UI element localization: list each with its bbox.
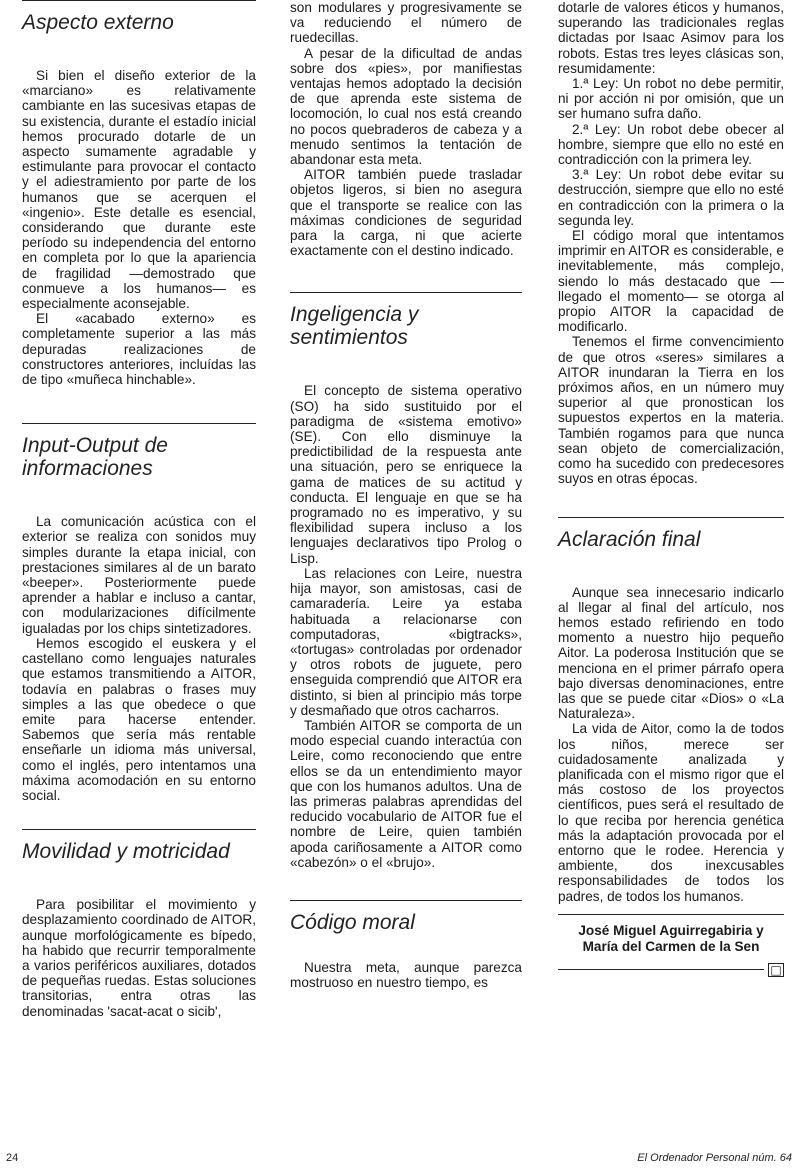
paragraph: AITOR también puede trasladar objetos ligeros, si bien no asegura que el transporte se realice con las máximas condiciones de seguridad para la carga, ni que acierte exactamente con el destino indicado. xyxy=(290,167,522,259)
paragraph: Nuestra meta, aunque parezca mostruoso en nuestro tiempo, es xyxy=(290,959,522,991)
end-of-article xyxy=(558,963,784,977)
author-line-2: María del Carmen de la Sen xyxy=(582,938,760,954)
section-title: Código moral xyxy=(290,910,415,934)
section-codigo-moral xyxy=(290,900,522,990)
paragraph: son modulares y progresivamente se va reduciendo el número de ruedecillas. xyxy=(290,0,522,46)
section-title: Ingeligencia y sentimientos xyxy=(290,303,419,350)
paragraph: También AITOR se comporta de un modo especial cuando interactúa con Leire, como reconociendo que entre ellos se da un entendimiento mayor que con los humanos adultos. Una de las primeras palabras aprendidas del reducido vocabulario de AITOR fue el nombre de Leire, quien también apoda cariñosamente a AITOR como «cabezón» o el «brujo». xyxy=(290,717,522,870)
section-rule xyxy=(290,292,522,293)
section-aclaracion-final xyxy=(558,517,784,904)
paragraph: Para posibilitar el movimiento y desplazamiento coordinado de AITOR, aunque morfológicamente es bípedo, ha habido que recurrir temporalmente a varios periféricos auxiliares, dotados de pequeñas ruedas. Estas soluciones transitorias, entra otras las denominadas 'sacat-acat o sicib', xyxy=(22,897,256,1019)
paragraph: 2.ª Ley: Un robot debe obecer al hombre, siempre que ello no esté en contradicción con la primera ley. xyxy=(558,121,784,168)
section-title: Aclaración final xyxy=(558,527,701,551)
column-1 xyxy=(22,0,256,1019)
section-rule xyxy=(22,829,256,830)
paragraph: La vida de Aitor, como la de todos los niños, merece ser cuidadosamente analizada y planificada con el mismo rigor que el más costoso de los proyectos científicos, pues será el resultado de lo que reciba por herencia genética más la adaptación provocada por el entorno que le rodee. Herencia y ambiente, dos inexcusables responsabilidades de todos los padres, de todos los humanos. xyxy=(558,721,784,904)
paragraph: Tenemos el firme convencimiento de que otros «seres» similares a AITOR inundaran la Tierra en los próximos años, en un número muy superior al que pronostican los supuestos expertos en la materia. También rogamos para que nunca sean objeto de comercialización, como ha sucedido con predecesores suyos en otras épocas. xyxy=(558,334,784,487)
end-rule xyxy=(558,969,764,970)
section-rule xyxy=(22,423,256,424)
paragraph: 3.ª Ley: Un robot debe evitar su destrucción, siempre que ello no esté en contradicción con la primera o la segunda ley. xyxy=(558,167,784,228)
section-input-output xyxy=(22,423,256,803)
section-movilidad xyxy=(22,829,256,1019)
section-rule xyxy=(22,0,256,1)
section-title: Movilidad y motricidad xyxy=(22,840,230,864)
column-3 xyxy=(558,0,784,977)
paragraph: A pesar de la dificultad de andas sobre dos «pies», por manifiestas ventajas hemos adoptado la decisión de que aprenda este sistema de locomoción, lo cual nos está creando no pocos quebraderos de cabeza y a menudo sentimos la tentación de abandonar esta meta. xyxy=(290,45,522,168)
author-byline xyxy=(558,923,784,955)
paragraph: El «acabado externo» es completamente superior a las más depuradas realizaciones de constructores anteriores, incluídas las de tipo «muñeca hinchable». xyxy=(22,311,256,388)
paragraph: La comunicación acústica con el exterior se realiza con sonidos muy simples durante la etapa inicial, con prestaciones similares al de un barato «beeper». Posteriormente puede aprender a hablar e incluso a cantar, con modularizaciones difícilmente igualadas por los chips sintetizadores. xyxy=(22,514,256,636)
section-rule xyxy=(290,900,522,901)
section-ingeligencia xyxy=(290,292,522,870)
publication-footer: El Ordenador Personal núm. 64 xyxy=(637,1152,792,1164)
paragraph: Hemos escogido el euskera y el castellano como lenguajes naturales que estamos transmitiendo a AITOR, todavía en palabras o frases muy simples a las que obedece o que emite para hacerse entender. Sabemos que sería más rentable enseñarle un idioma más universal, como el inglés, pero intentamos una máxima acomodación en su entorno social. xyxy=(22,635,256,803)
paragraph: El concepto de sistema operativo (SO) ha sido sustituido por el paradigma de «sistema emotivo» (SE). Con ello disminuye la predictibilidad de la respuesta ante una situación, pero se enriquece la gama de matices de su actitud y conducta. El lenguaje en que se ha programado no es imperativo, y su flexibilidad supera incluso a los lenguajes declarativos tipo Prolog o Lisp. xyxy=(290,383,522,566)
signature-rule xyxy=(558,914,784,915)
section-title: Input-Output de informaciones xyxy=(22,434,168,481)
author-line-1: José Miguel Aguirregabiria y xyxy=(578,922,764,938)
paragraph: dotarle de valores éticos y humanos, superando las tradicionales reglas dictadas por Isaac Asimov para los robots. Estas tres leyes clásicas son, resumidamente: xyxy=(558,0,784,76)
page-number: 24 xyxy=(6,1152,19,1164)
paragraph: El código moral que intentamos imprimir en AITOR es considerable, e inevitablemente, más complejo, siendo lo más destacado que —llegado el momento— se otorga al propio AITOR la capacidad de modificarlo. xyxy=(558,228,784,335)
paragraph: Las relaciones con Leire, nuestra hija mayor, son amistosas, casi de camaradería. Leire ya estaba habituada a relacionarse con computadoras, «bigtracks», «tortugas» controladas por ordenador y otros robots de juguete, pero enseguida comprendió que AITOR era distinto, si bien al principio más torpe y desmañado que otros cacharros. xyxy=(290,565,522,718)
section-title: Aspecto externo xyxy=(22,11,174,34)
paragraph: Aunque sea innecesario indicarlo al llegar al final del artículo, nos hemos estado refiriendo en todo momento a nuestro hijo pequeño Aitor. La poderosa Institución que se menciona en el primer párrafo opera bajo diversas denominaciones, entre las que se puede citar «Dios» o «La Naturaleza». xyxy=(558,584,784,722)
paragraph: Si bien el diseño exterior de la «marciano» es relativamente cambiante en las sucesivas etapas de su existencia, durante el estadío inicial hemos procurado dotarle de un aspecto sumamente agradable y estimulante para provocar el contacto y el adiestramiento por parte de los humanos que se acerquen el «ingenio». Este detalle es esencial, considerando que durante este período su independencia del entorno en completa por lo que la apariencia de fragilidad —demostrado que conmueve a los humanos— es especialmente aconsejable. xyxy=(22,68,256,312)
paragraph: 1.ª Ley: Un robot no debe permitir, ni por acción ni por omisión, que un ser humano sufra daño. xyxy=(558,76,784,122)
end-of-article-icon: □ xyxy=(768,963,784,977)
section-aspecto-externo xyxy=(22,0,256,387)
section-rule xyxy=(558,517,784,518)
column-2 xyxy=(290,0,522,990)
